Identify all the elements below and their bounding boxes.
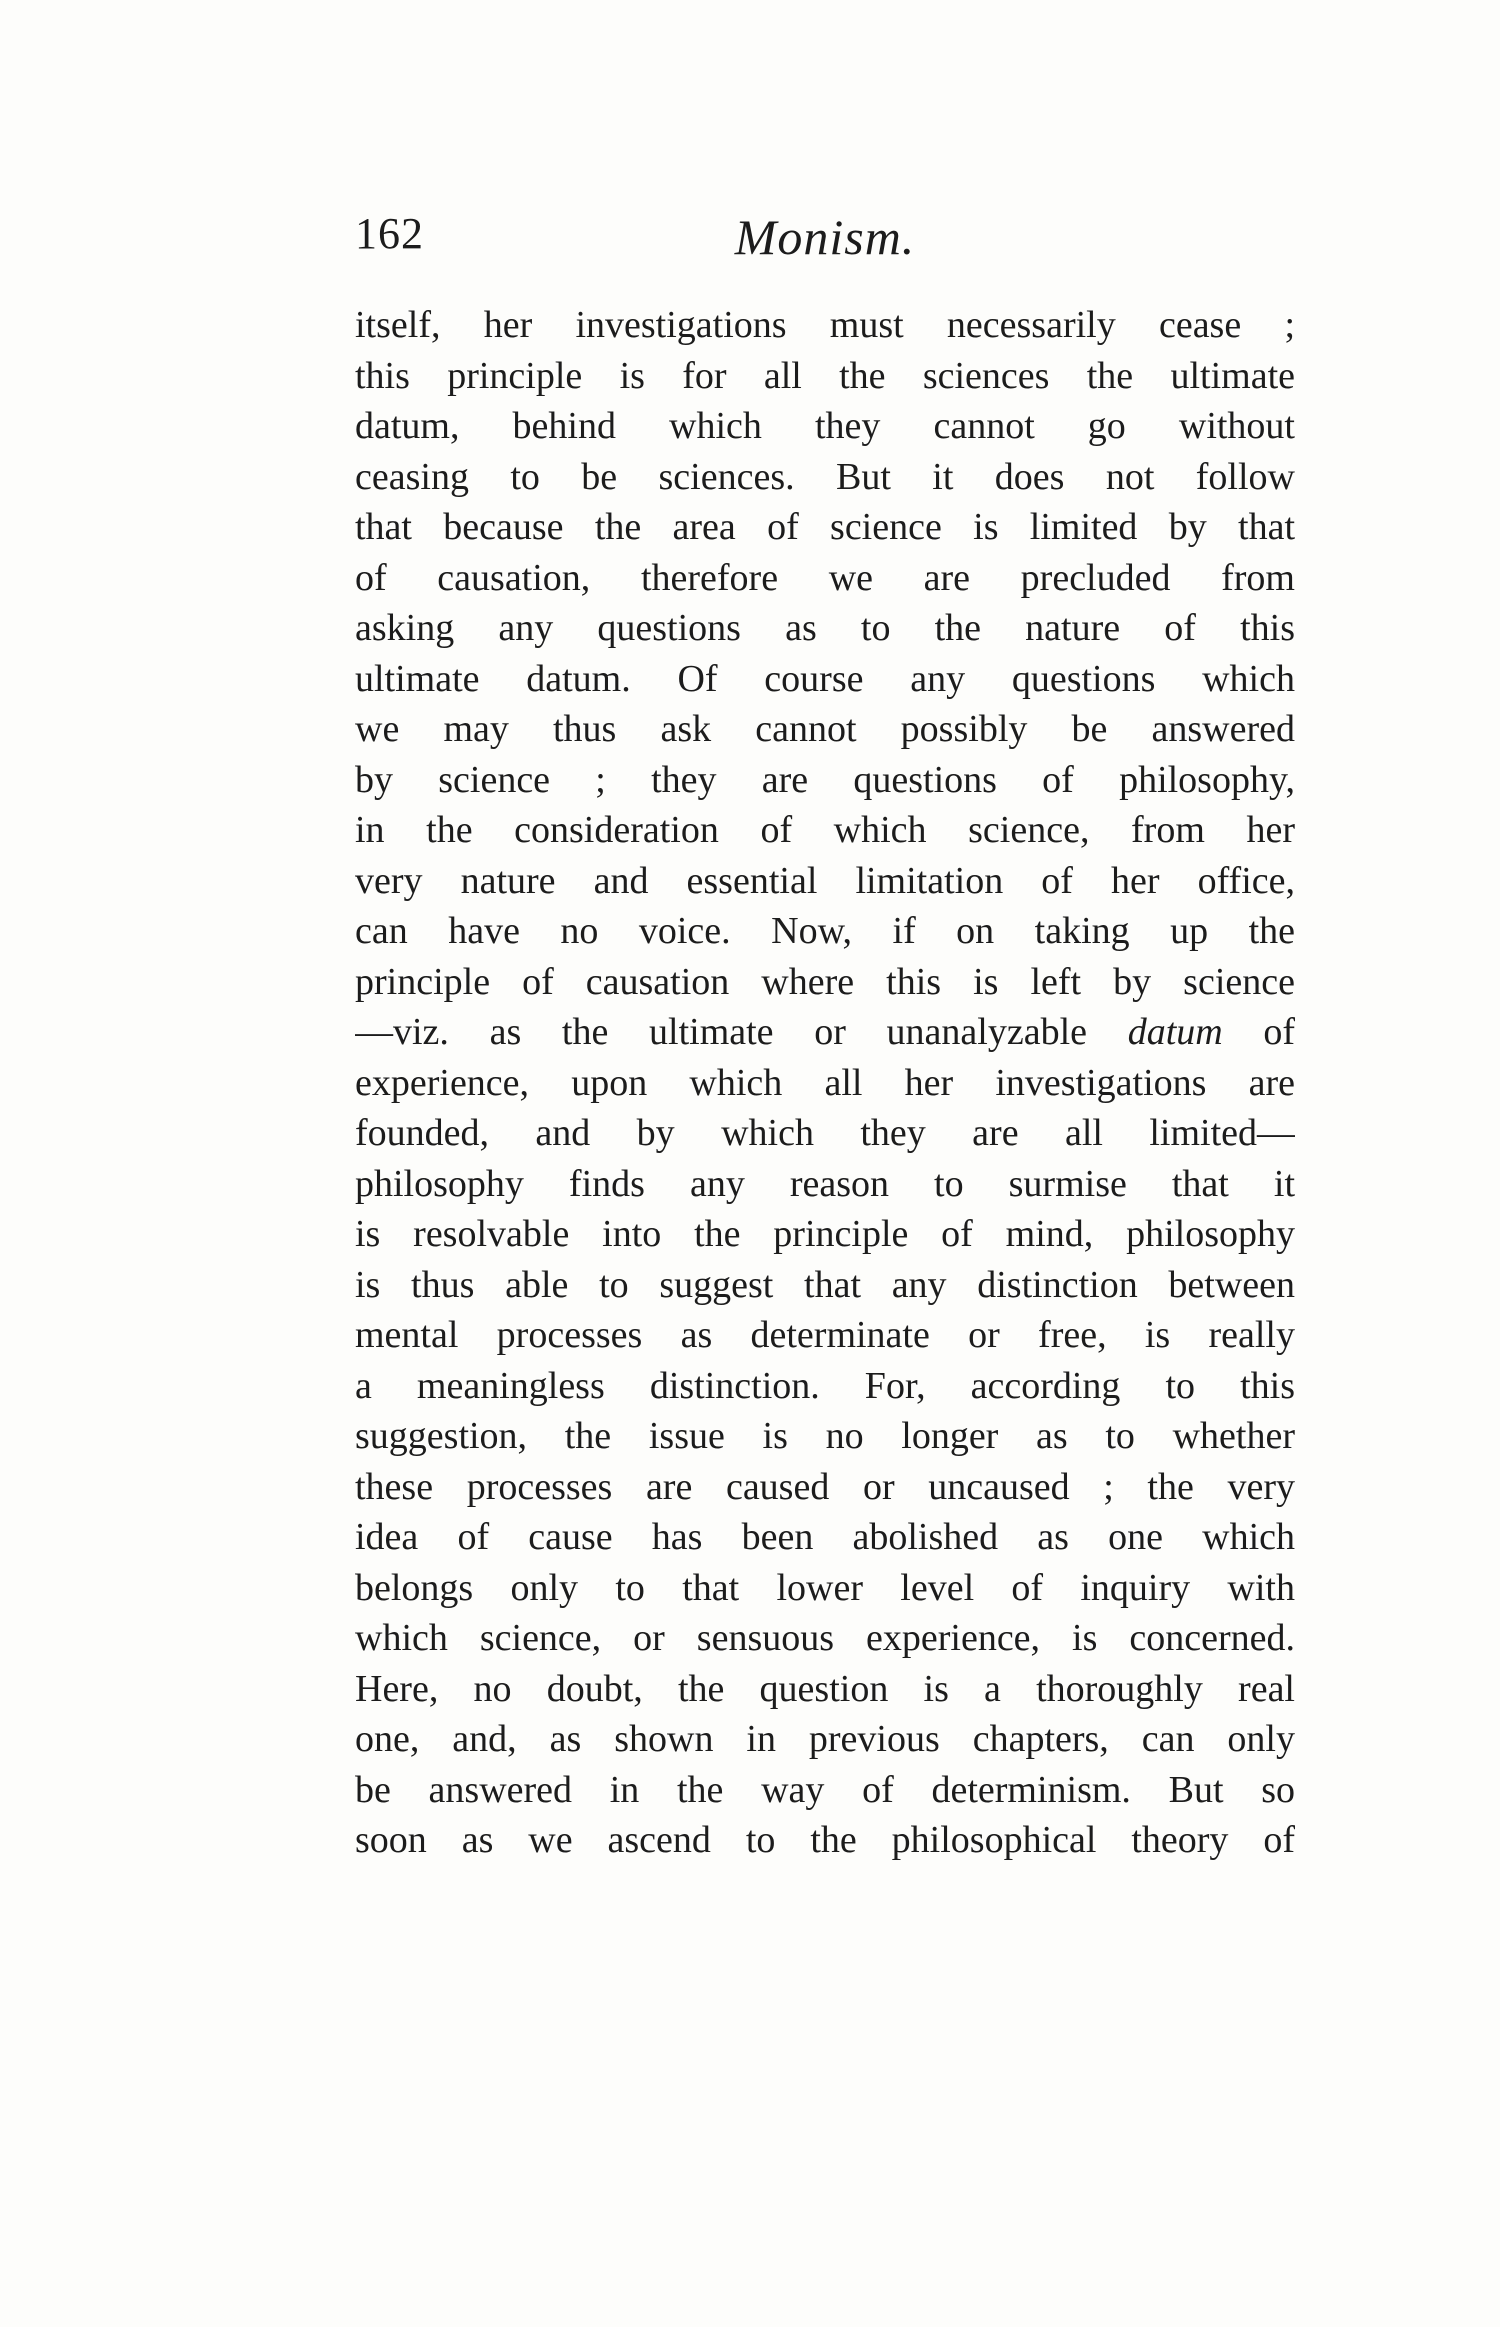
text-line: belongs only to that lower level of inquiry with (355, 1566, 1295, 1609)
text-line: very nature and essential limitation of her office, (355, 859, 1295, 902)
text-line: ceasing to be sciences. But it does not follow (355, 455, 1295, 498)
text-line: in the consideration of which science, from her (355, 809, 1295, 851)
text-line: we may thus ask cannot possibly be answered (355, 708, 1295, 750)
text-line: is thus able to suggest that any distinction between (355, 1263, 1295, 1306)
text-line: asking any questions as to the nature of this (355, 607, 1295, 649)
text-line: philosophy finds any reason to surmise that it (355, 1162, 1295, 1205)
text-line: that because the area of science is limited by that (355, 506, 1295, 548)
text-line: principle of causation where this is left by science (355, 960, 1295, 1003)
text-line: can have no voice. Now, if on taking up the (355, 910, 1295, 952)
text-line: a meaningless distinction. For, according to this (355, 1364, 1295, 1407)
text-line: be answered in the way of determinism. But so (355, 1768, 1295, 1811)
text-line: founded, and by which they are all limited— (355, 1112, 1295, 1154)
text-line: datum, behind which they cannot go without (355, 405, 1295, 447)
text-line: Here, no doubt, the question is a thoroughly real (355, 1667, 1295, 1710)
text-line: by science ; they are questions of philosophy, (355, 758, 1295, 801)
text-line: experience, upon which all her investigations are (355, 1061, 1295, 1104)
text-line: ultimate datum. Of course any questions which (355, 657, 1295, 700)
running-title: Monism. (734, 209, 916, 265)
text-line: itself, her investigations must necessarily cease ; (355, 304, 1295, 346)
text-line: one, and, as shown in previous chapters, can only (355, 1718, 1295, 1760)
text-line-with-emphasis (355, 1007, 1295, 1058)
text-segment: —viz. as the ultimate or unanalyzable (355, 1011, 1087, 1053)
text-line: which science, or sensuous experience, is concerned. (355, 1617, 1295, 1659)
text-line: mental processes as determinate or free, is really (355, 1314, 1295, 1356)
text-line: this principle is for all the sciences the ultimate (355, 354, 1295, 397)
text-line: of causation, therefore we are precluded from (355, 556, 1295, 599)
text-line: is resolvable into the principle of mind, philosophy (355, 1213, 1295, 1255)
text-segment: of (1263, 1011, 1295, 1053)
emphasis-word: datum (1127, 1011, 1223, 1053)
body-text (355, 300, 1295, 1866)
text-line: idea of cause has been abolished as one which (355, 1516, 1295, 1558)
page-number: 162 (355, 209, 424, 258)
text-line: these processes are caused or uncaused ; the very (355, 1465, 1295, 1508)
page-header (355, 208, 1295, 288)
text-line: suggestion, the issue is no longer as to whether (355, 1415, 1295, 1457)
text-line: soon as we ascend to the philosophical theory of (355, 1819, 1295, 1861)
